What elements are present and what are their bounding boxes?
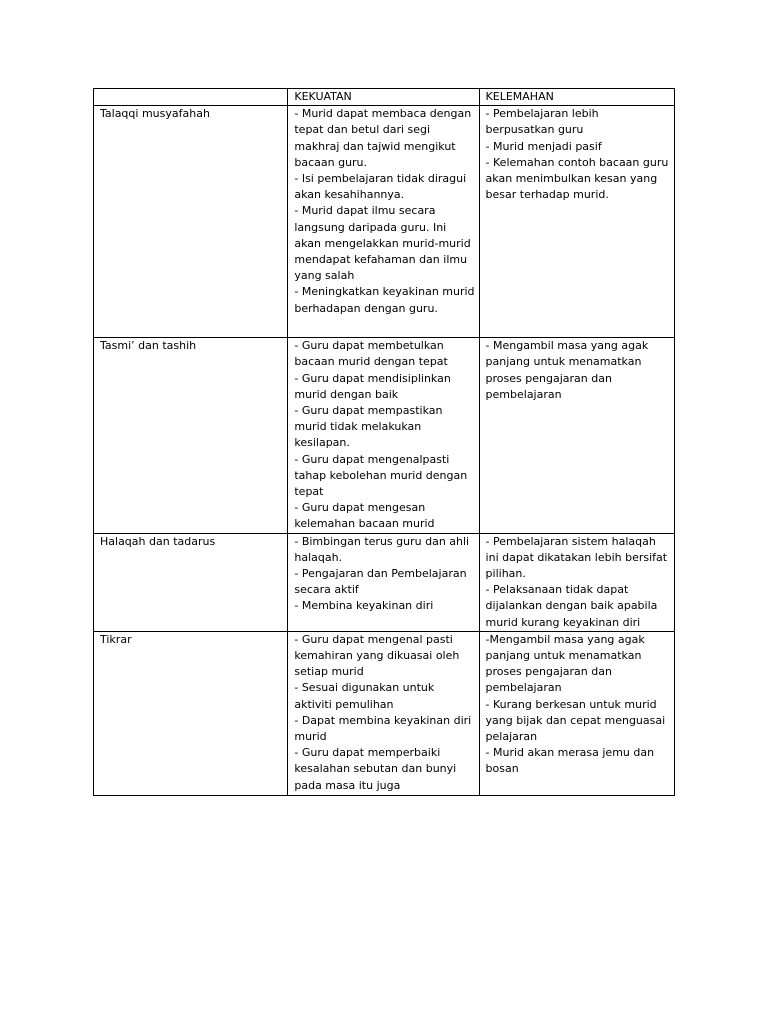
weakness-item: - Murid menjadi pasif — [485, 139, 602, 153]
weakness-item: - Pelaksanaan tidak dapat dijalankan dengan baik apabila murid kurang keyakinan diri — [485, 583, 658, 629]
method-cell: Tikrar — [94, 631, 288, 795]
strengths-cell — [288, 533, 479, 631]
weakness-item: - Pembelajaran sistem halaqah ini dapat dikatakan lebih bersifat pilihan. — [485, 534, 668, 581]
strength-item: - Dapat membina keyakinan diri murid — [294, 713, 472, 744]
weakness-item: - Kelemahan contoh bacaan guru akan menimbulkan kesan yang besar terhadap murid. — [485, 155, 669, 202]
header-cell-weaknesses: KELEMAHAN — [479, 89, 674, 106]
method-cell: Talaqqi musyafahah — [94, 106, 288, 338]
strength-item: - Meningkatkan keyakinan murid berhadapan dengan guru. — [294, 285, 475, 315]
strength-item: - Guru dapat memperbaiki kesalahan sebutan dan bunyi pada masa itu juga — [294, 746, 457, 792]
strength-item: - Bimbingan terus guru dan ahli halaqah. — [294, 534, 470, 564]
strength-item: - Guru dapat mempastikan murid tidak melakukan kesilapan. — [294, 404, 443, 450]
weaknesses-cell — [479, 106, 674, 338]
table-row — [94, 106, 675, 338]
strength-item: - Isi pembelajaran tidak diragui akan kesahihannya. — [294, 172, 467, 202]
strength-item: - Guru dapat mengenalpasti tahap kebolehan murid dengan tepat — [294, 452, 468, 499]
strength-item: - Guru dapat mengenal pasti kemahiran yang dikuasai oleh setiap murid — [294, 632, 460, 679]
strength-item: - Guru dapat mengesan kelemahan bacaan murid — [294, 501, 435, 531]
strengths-cell — [288, 106, 479, 338]
header-cell-method — [94, 89, 288, 106]
method-cell: Halaqah dan tadarus — [94, 533, 288, 631]
header-cell-strengths: KEKUATAN — [288, 89, 479, 106]
weaknesses-cell — [479, 631, 674, 795]
table-row — [94, 533, 675, 631]
strength-item: - Membina keyakinan diri — [294, 599, 434, 613]
table-row — [94, 631, 675, 795]
comparison-table — [93, 88, 675, 796]
weakness-item: - Murid akan merasa jemu dan bosan — [485, 746, 655, 776]
weaknesses-cell — [479, 338, 674, 533]
method-cell: Tasmi’ dan tashih — [94, 338, 288, 533]
weakness-item: - Mengambil masa yang agak panjang untuk menamatkan proses pengajaran dan pembelajaran — [485, 339, 649, 401]
strength-item: - Pengajaran dan Pembelajaran secara aktif — [294, 567, 467, 597]
weakness-item: - Pembelajaran lebih berpusatkan guru — [485, 107, 599, 137]
weaknesses-cell — [479, 533, 674, 631]
strengths-cell — [288, 631, 479, 795]
table-header-row — [94, 89, 675, 106]
weakness-item: - Kurang berkesan untuk murid yang bijak dan cepat menguasai pelajaran — [485, 697, 666, 744]
strength-item: - Sesuai digunakan untuk aktiviti pemulihan — [294, 681, 435, 711]
strength-item: - Murid dapat ilmu secara langsung daripada guru. Ini akan mengelakkan murid-murid mendapat kefahaman dan ilmu yang salah — [294, 204, 471, 283]
table-row — [94, 338, 675, 533]
weakness-item: -Mengambil masa yang agak panjang untuk menamatkan proses pengajaran dan pembelajaran — [485, 632, 645, 695]
strengths-cell — [288, 338, 479, 533]
strength-item: - Murid dapat membaca dengan tepat dan betul dari segi makhraj dan tajwid mengikut bacaan guru. — [294, 107, 472, 169]
strength-item: - Guru dapat membetulkan bacaan murid dengan tepat — [294, 339, 448, 369]
strength-item: - Guru dapat mendisiplinkan murid dengan baik — [294, 371, 451, 401]
